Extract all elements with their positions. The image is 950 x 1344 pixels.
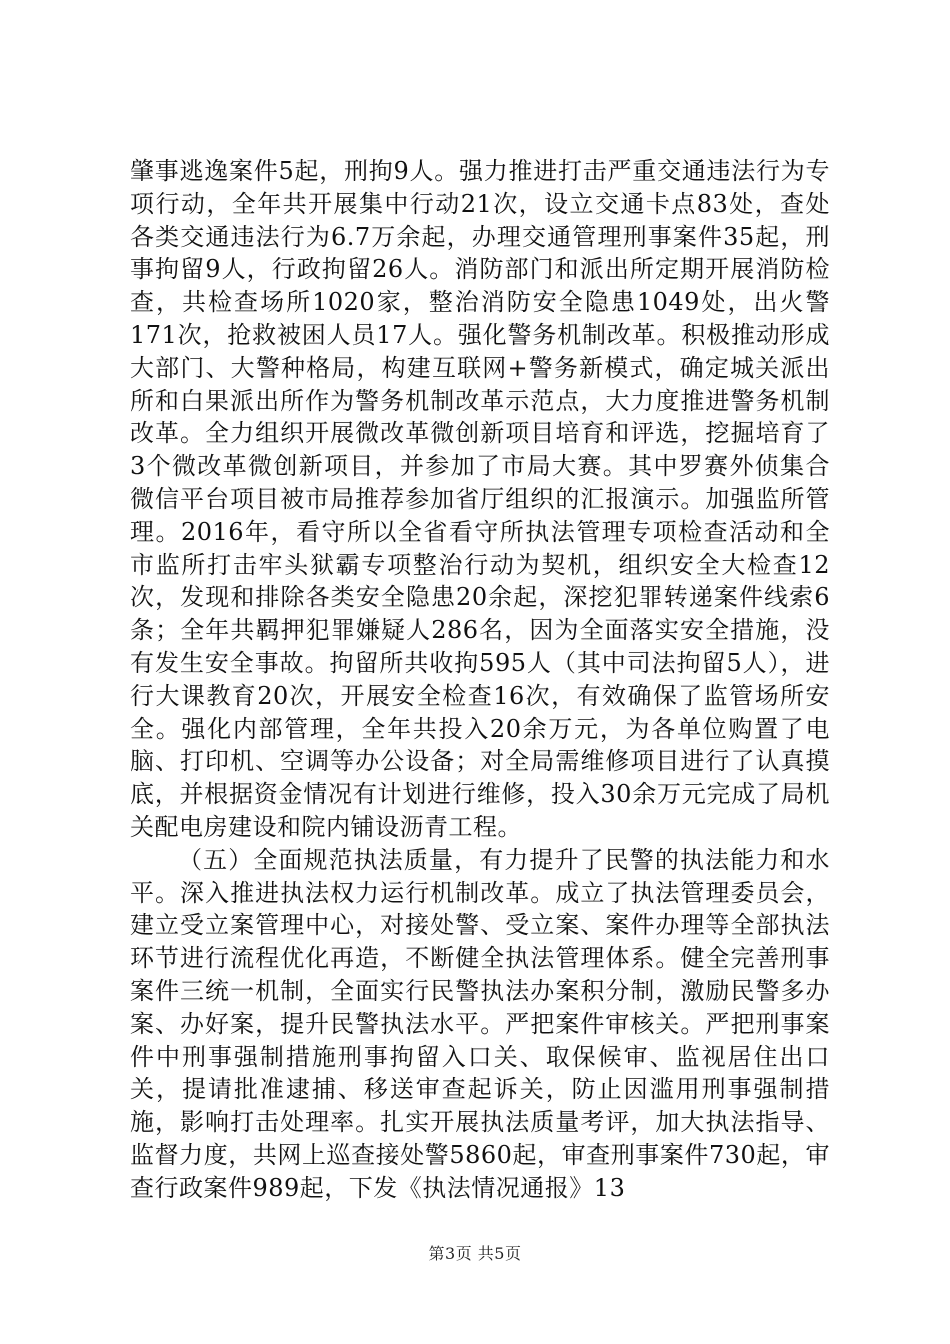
paragraph-continuation: 肇事逃逸案件5起，刑拘9人。强力推进打击严重交通违法行为专项行动，全年共开展集中行动21次，设立交通卡点83处，查处各类交通违法行为6.7万余起，办理交通管理刑事案件35起，刑事拘留9人，行政拘留26人。消防部门和派出所定期开展消防检查，共检查场所1020家，整治消防安全隐患1049处，出火警171次，抢救被困人员17人。强化警务机制改革。积极推动形成大部门、大警种格局，构建互联网+警务新模式，确定城关派出所和白果派出所作为警务机制改革示范点，大力度推进警务机制改革。全力组织开展微改革微创新项目培育和评选，挖掘培育了3个微改革微创新项目，并参加了市局大赛。其中罗赛外侦集合微信平台项目被市局推荐参加省厅组织的汇报演示。加强监所管理。2016年，看守所以全省看守所执法管理专项检查活动和全市监所打击牢头狱霸专项整治行动为契机，组织安全大检查12次，发现和排除各类安全隐患20余起，深挖犯罪转递案件线索6条；全年共羁押犯罪嫌疑人286名，因为全面落实安全措施，没有发生安全事故。拘留所共收拘595人（其中司法拘留5人），进行大课教育20次，开展安全检查16次，有效确保了监管场所安全。强化内部管理，全年共投入20余万元，为各单位购置了电脑、打印机、空调等办公设备；对全局需维修项目进行了认真摸底，并根据资金情况有计划进行维修，投入30余万元完成了局机关配电房建设和院内铺设沥青工程。 [130,157,830,841]
document-body [130,155,830,1205]
paragraph-section-five: （五）全面规范执法质量，有力提升了民警的执法能力和水平。深入推进执法权力运行机制改革。成立了执法管理委员会，建立受立案管理中心，对接处警、受立案、案件办理等全部执法环节进行流程优化再造，不断健全执法管理体系。健全完善刑事案件三统一机制，全面实行民警执法办案积分制，激励民警多办案、办好案，提升民警执法水平。严把案件审核关。严把刑事案件中刑事强制措施刑事拘留入口关、取保候审、监视居住出口关，提请批准逮捕、移送审查起诉关，防止因滥用刑事强制措施，影响打击处理率。扎实开展执法质量考评，加大执法指导、监督力度，共网上巡查接处警5860起，审查刑事案件730起，审查行政案件989起，下发《执法情况通报》13 [130,845,830,1202]
page-number-footer: 第3页 共5页 [428,1244,522,1263]
